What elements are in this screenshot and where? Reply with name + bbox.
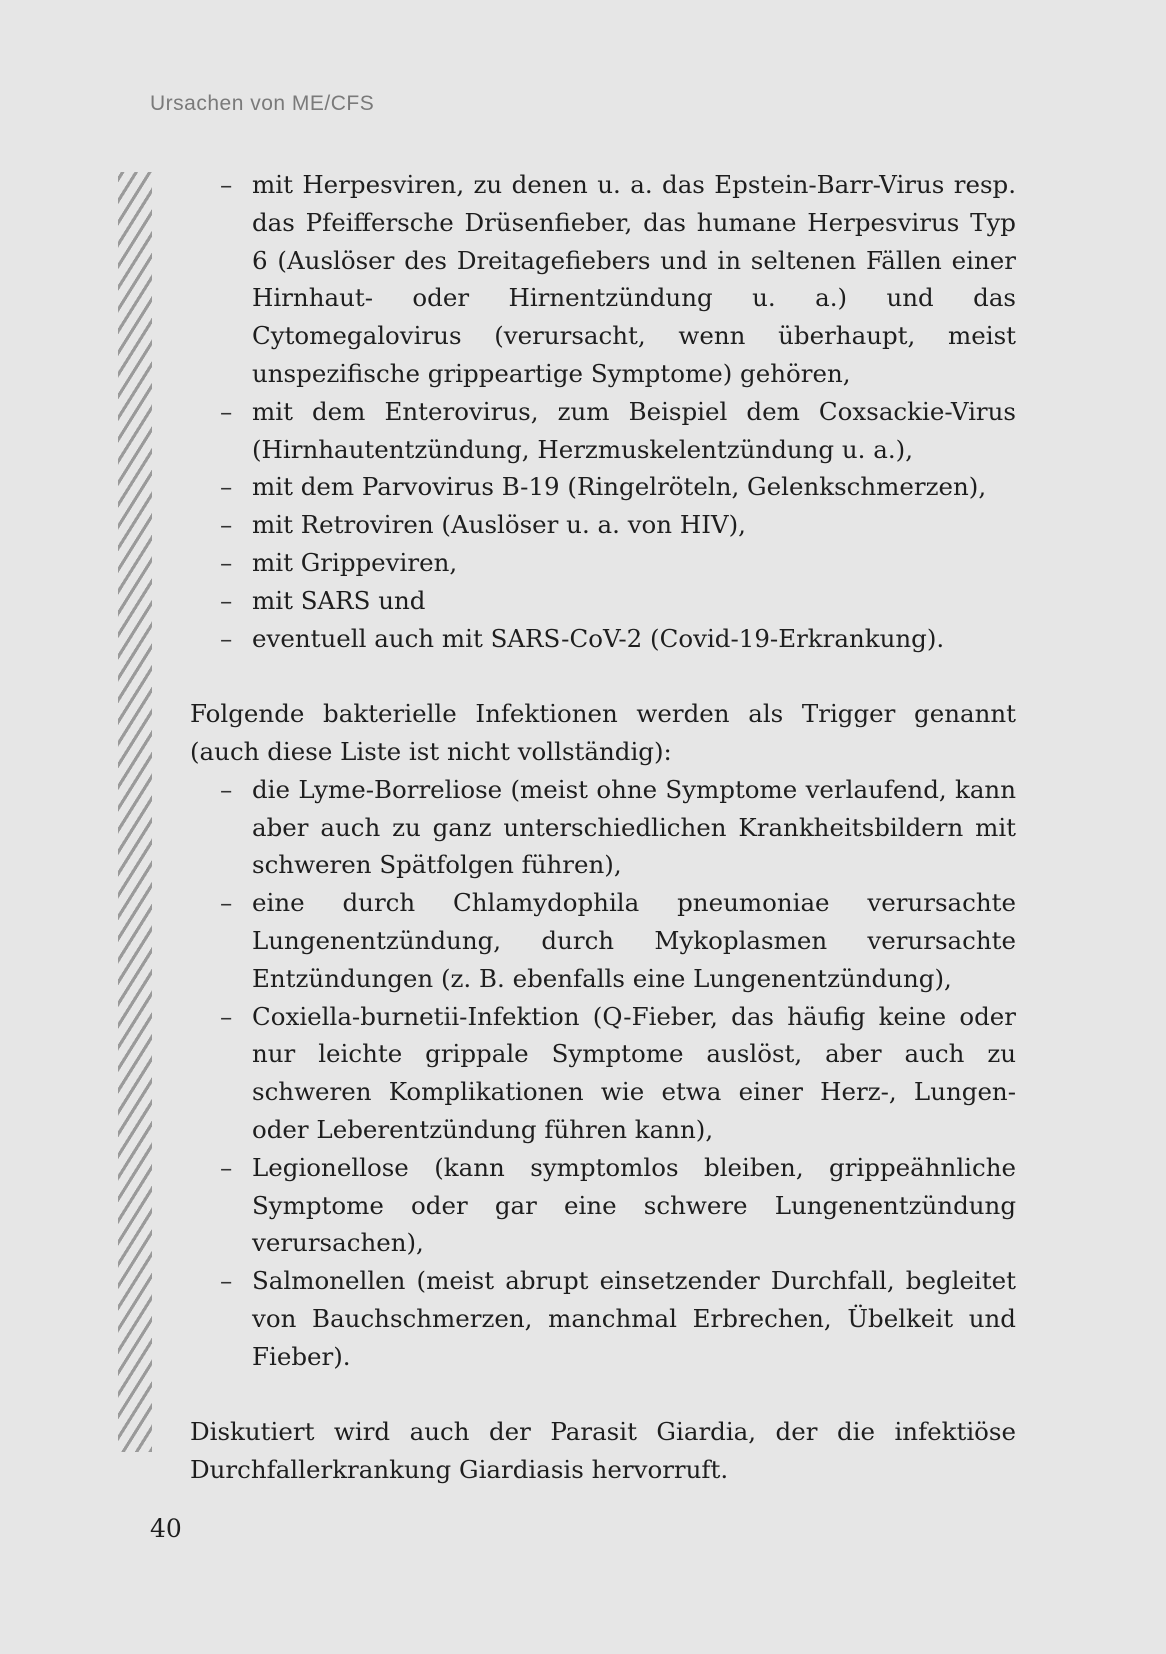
list-item: – mit Herpesviren, zu denen u. a. das Epstein-Barr-Virus resp. das Pfeiffersche Drüsenfieber, das humane Herpesvirus Typ 6 (Auslöser des Dreitagefiebers und in seltenen Fällen einer Hirnhaut- oder Hirnentzündung u. a.) und das Cytomegalovirus (verursacht, wenn überhaupt, meist unspezifische grippeartige Symptome) gehören, <box>252 166 1016 393</box>
closing-paragraph: Diskutiert wird auch der Parasit Giardia, der die infektiöse Durchfallerkrankung Giardiasis hervorruft. <box>190 1417 1016 1485</box>
paragraph-gap <box>190 657 1016 695</box>
list-item: – Legionellose (kann symptomlos bleiben, grippeähnliche Symptome oder gar eine schwere Lungenentzündung verursachen), <box>252 1149 1016 1262</box>
list-item: – mit Retroviren (Auslöser u. a. von HIV), <box>252 506 1016 544</box>
viral-trigger-list <box>190 166 1016 657</box>
page-body <box>190 166 1016 1489</box>
list-item: – eventuell auch mit SARS-CoV-2 (Covid-19-Erkrankung). <box>252 620 1016 658</box>
list-item: – die Lyme-Borreliose (meist ohne Symptome verlaufend, kann aber auch zu ganz unterschiedlichen Krankheitsbildern mit schweren Spätfolgen führen), <box>252 771 1016 884</box>
list-item: – mit dem Parvovirus B-19 (Ringelröteln, Gelenkschmerzen), <box>252 468 1016 506</box>
running-head: Ursachen von ME/CFS <box>150 92 375 115</box>
list-item: – Coxiella-burnetii-Infektion (Q-Fieber, das häufig keine oder nur leichte grippale Symptome auslöst, aber auch zu schweren Komplikationen wie etwa einer Herz-, Lungen- oder Leberentzündung führen kann), <box>252 998 1016 1149</box>
list-item: – Salmonellen (meist abrupt einsetzender Durchfall, begleitet von Bauchschmerzen, manchmal Erbrechen, Übelkeit und Fieber). <box>252 1262 1016 1375</box>
page-number: 40 <box>150 1514 182 1543</box>
bacterial-intro-paragraph: Folgende bakterielle Infektionen werden als Trigger genannt (auch diese Liste ist nicht vollständig): <box>190 699 1016 766</box>
list-item: – mit Grippeviren, <box>252 544 1016 582</box>
list-item: – mit dem Enterovirus, zum Beispiel dem Coxsackie-Virus (Hirnhautentzündung, Herzmuskelentzündung u. a.), <box>252 393 1016 469</box>
paragraph-gap <box>190 1376 1016 1414</box>
list-item: – mit SARS und <box>252 582 1016 620</box>
list-item: – eine durch Chlamydophila pneumoniae verursachte Lungenentzündung, durch Mykoplasmen verursachte Entzündungen (z. B. ebenfalls eine Lungenentzündung), <box>252 884 1016 997</box>
decorative-hatch-stripe <box>118 172 152 1452</box>
bacterial-trigger-list <box>190 771 1016 1376</box>
